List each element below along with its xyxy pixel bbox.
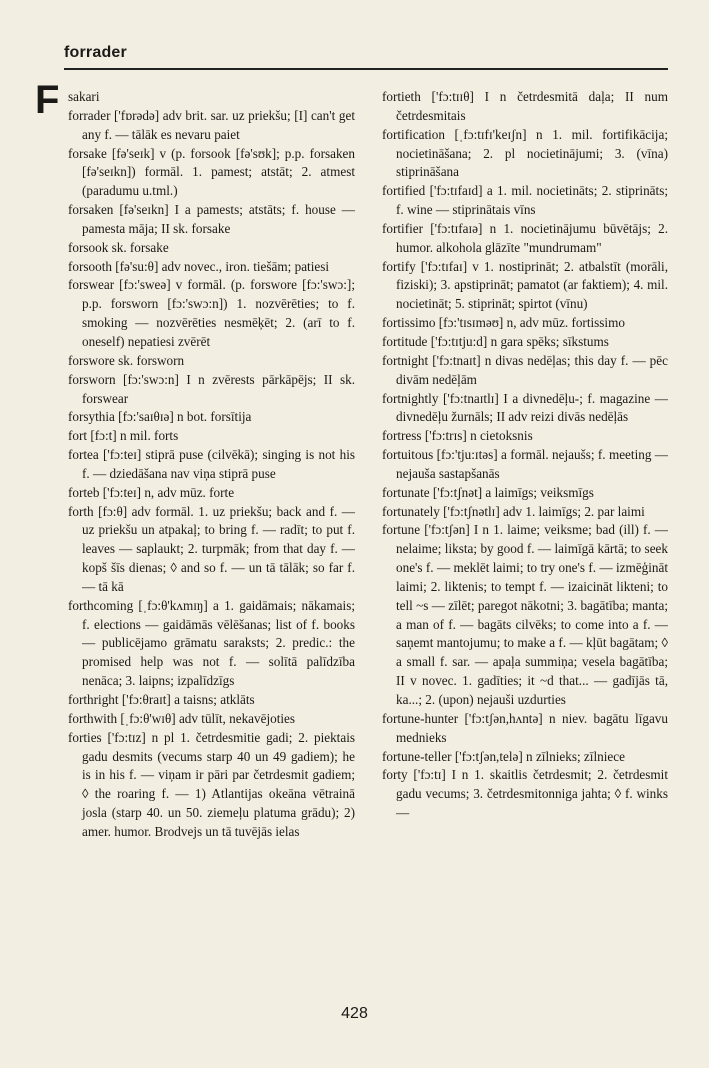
- dictionary-entry: sakari: [68, 89, 100, 104]
- dictionary-entry: fortieth ['fɔ:tɪɪθ] I n četrdesmitā daļa; II num četrdesmitais: [382, 89, 668, 123]
- dictionary-entry: fortified ['fɔ:tɪfaɪd] a 1. mil. nocietināts; 2. stiprināts; f. wine — stiprinātais vīns: [382, 183, 668, 218]
- dictionary-entry: forsooth [fə'su:θ] adv novec., iron. tiešām; patiesi: [68, 258, 330, 274]
- dictionary-entry: fortea ['fɔ:teɪ] stiprā puse (cilvēkā); singing is not his f. — dziedāšana nav viņa stiprā puse: [68, 447, 355, 481]
- dictionary-entry: fortunately ['fɔ:tʃnətlɪ] adv 1. laimīgs; 2. par laimi: [382, 503, 645, 519]
- dictionary-entry: fortifier ['fɔ:tɪfaɪə] n 1. nocietinājumu būvētājs; 2. humor. alkohola glāzīte "mundrumam": [382, 220, 668, 255]
- page-number: 428: [341, 1005, 368, 1022]
- dictionary-entry: forsook sk. forsake: [68, 239, 169, 255]
- running-headword: forrader: [64, 44, 127, 61]
- right-column: [382, 88, 668, 823]
- dictionary-entry: forthcoming [ˌfɔ:θ'kʌmɪŋ] a 1. gaidāmais; nākamais; f. elections — gaidāmās vēlēšanas; list of f. books — publicējamo grāmatu saraksts; 2. predic.: the promised help was not f. — solītā palīdzība nenāca; 3. laipns; izpalīdzīgs: [68, 597, 355, 689]
- dictionary-entry: fort [fɔ:t] n mil. forts: [68, 428, 179, 444]
- dictionary-entry: forrader ['fɒrədə] adv brit. sar. uz priekšu; [I] can't get any f. — tālāk es nevaru paiet: [68, 107, 355, 142]
- dictionary-entry: forthright ['fɔ:θraɪt] a taisns; atklāts: [68, 692, 255, 707]
- dictionary-entry: forteb ['fɔ:teɪ] n, adv mūz. forte: [68, 484, 235, 500]
- dictionary-entry: forsworn [fɔ:'swɔ:n] I n zvērests pārkāpējs; II sk. forswear: [68, 371, 355, 406]
- dictionary-entry: fortissimo [fɔ:'tɪsɪməʊ] n, adv mūz. fortissimo: [382, 315, 625, 331]
- dictionary-entry: fortification [ˌfɔ:tɪfɪ'keɪʃn] n 1. mil. fortifikācija; nocietināšana; 2. pl nocietinājumi; 3. (vīna) stiprināšana: [382, 126, 668, 180]
- dictionary-entry: forth [fɔ:θ] adv formāl. 1. uz priekšu; back and f. — uz priekšu un atpakaļ; to bring f. — radīt; to put f. leaves — saplaukt; 2. turpmāk; from that day f. — kopš šīs dienas; ◊ and so f. — un tā tālāk; so far f. — tā kā: [68, 503, 355, 594]
- dictionary-entry: fortnight ['fɔ:tnaɪt] n divas nedēļas; this day f. — pēc divām nedēļām: [382, 352, 668, 387]
- dictionary-entry: fortitude ['fɔ:tɪtju:d] n gara spēks; sīkstums: [382, 333, 609, 349]
- dictionary-entry: fortnightly ['fɔ:tnaɪtlɪ] I a divnedēļu-; f. magazine — divnedēļu žurnāls; II adv reizi divās nedēļās: [382, 390, 668, 425]
- dictionary-entry: forsaken [fə'seɪkn] I a pamests; atstāts; f. house — pamesta māja; II sk. forsake: [68, 202, 355, 236]
- dictionary-entry: forthwith [ˌfɔ:θ'wɪθ] adv tūlīt, nekavējoties: [68, 710, 296, 726]
- dictionary-entry: fortune ['fɔ:tʃən] I n 1. laime; veiksme; bad (ill) f. — nelaime; liksta; by good f. — laimīgā kārtā; to seek one's f. — meklēt laimi; to try one's f. — izmēģināt laimi; 2. liktenis; to tempt f. — izaicināt likteni; to tell ~s — zīlēt; paregot nākotni; 3. bagātība; manta; a man of f. — bagāts cilvēks; to come into a f. — saņemt mantojumu; to make a f. — kļūt bagātam; ◊ a small f. sar. — apaļa summiņa; vesela bagātība; II v novec. 1. gadīties; it ~d that... — gadījās tā, ka...; 2. (upon) nejauši uzdurties: [382, 522, 668, 707]
- dictionary-entry: forswore sk. forsworn: [68, 352, 185, 368]
- dictionary-entry: forties ['fɔ:tɪz] n pl 1. četrdesmitie gadi; 2. piektais gadu desmits (vecums starp 40 un 49 gadiem); he is in his f. — viņam ir pāri par četrdesmit gadiem; ◊ the roaring f. — 1) Atlantijas okeāna vētrainā josla (starp 40. un 50. ziemeļu platuma grādu); 2) amer. humor. Brodvejs un tā tuvējās ielas: [68, 729, 355, 839]
- dictionary-entry: fortune-teller ['fɔ:tʃən,telə] n zīlnieks; zīlniece: [382, 748, 625, 764]
- header-rule: [64, 68, 668, 70]
- dictionary-entry: forty ['fɔ:tɪ] I n 1. skaitlis četrdesmit; 2. četrdesmit gadu vecums; 3. četrdesmitonniga jahta; ◊ f. winks —: [382, 767, 668, 821]
- section-letter: F: [35, 78, 60, 122]
- dictionary-entry: fortuitous [fɔ:'tju:ɪtəs] a formāl. nejaušs; f. meeting — nejauša sastapšanās: [382, 447, 668, 481]
- dictionary-entry: fortune-hunter ['fɔ:tʃən,hʌntə] n niev. bagātu līgavu mednieks: [382, 710, 668, 745]
- left-column: [68, 88, 355, 842]
- dictionary-entry: forsythia [fɔ:'saɪθɪə] n bot. forsītija: [68, 409, 252, 425]
- dictionary-entry: forswear [fɔ:'sweə] v formāl. (p. forswore [fɔ:'swɔ:]; p.p. forsworn [fɔ:'swɔ:n]) 1. nozvērēties; to f. smoking — nozvērēties nesmēķēt; 2. (arī to f. oneself) nepatiesi zvērēt: [68, 277, 355, 349]
- dictionary-entry: fortunate ['fɔ:tʃnət] a laimīgs; veiksmīgs: [382, 484, 594, 500]
- dictionary-entry: forsake [fə'seɪk] v (p. forsook [fə'sʊk]; p.p. forsaken [fə'seɪkn]) formāl. 1. pamest; atstāt; 2. atmest (paradumu u.tml.): [68, 145, 355, 199]
- dictionary-entry: fortify ['fɔ:tɪfaɪ] v 1. nostiprināt; 2. atbalstīt (morāli, fiziski); 3. apstiprināt; pamatot (ar faktiem); 4. mil. nocietināt; 5. stiprināt; spirtot (vīnu): [382, 258, 668, 312]
- dictionary-entry: fortress ['fɔ:trɪs] n cietoksnis: [382, 428, 533, 444]
